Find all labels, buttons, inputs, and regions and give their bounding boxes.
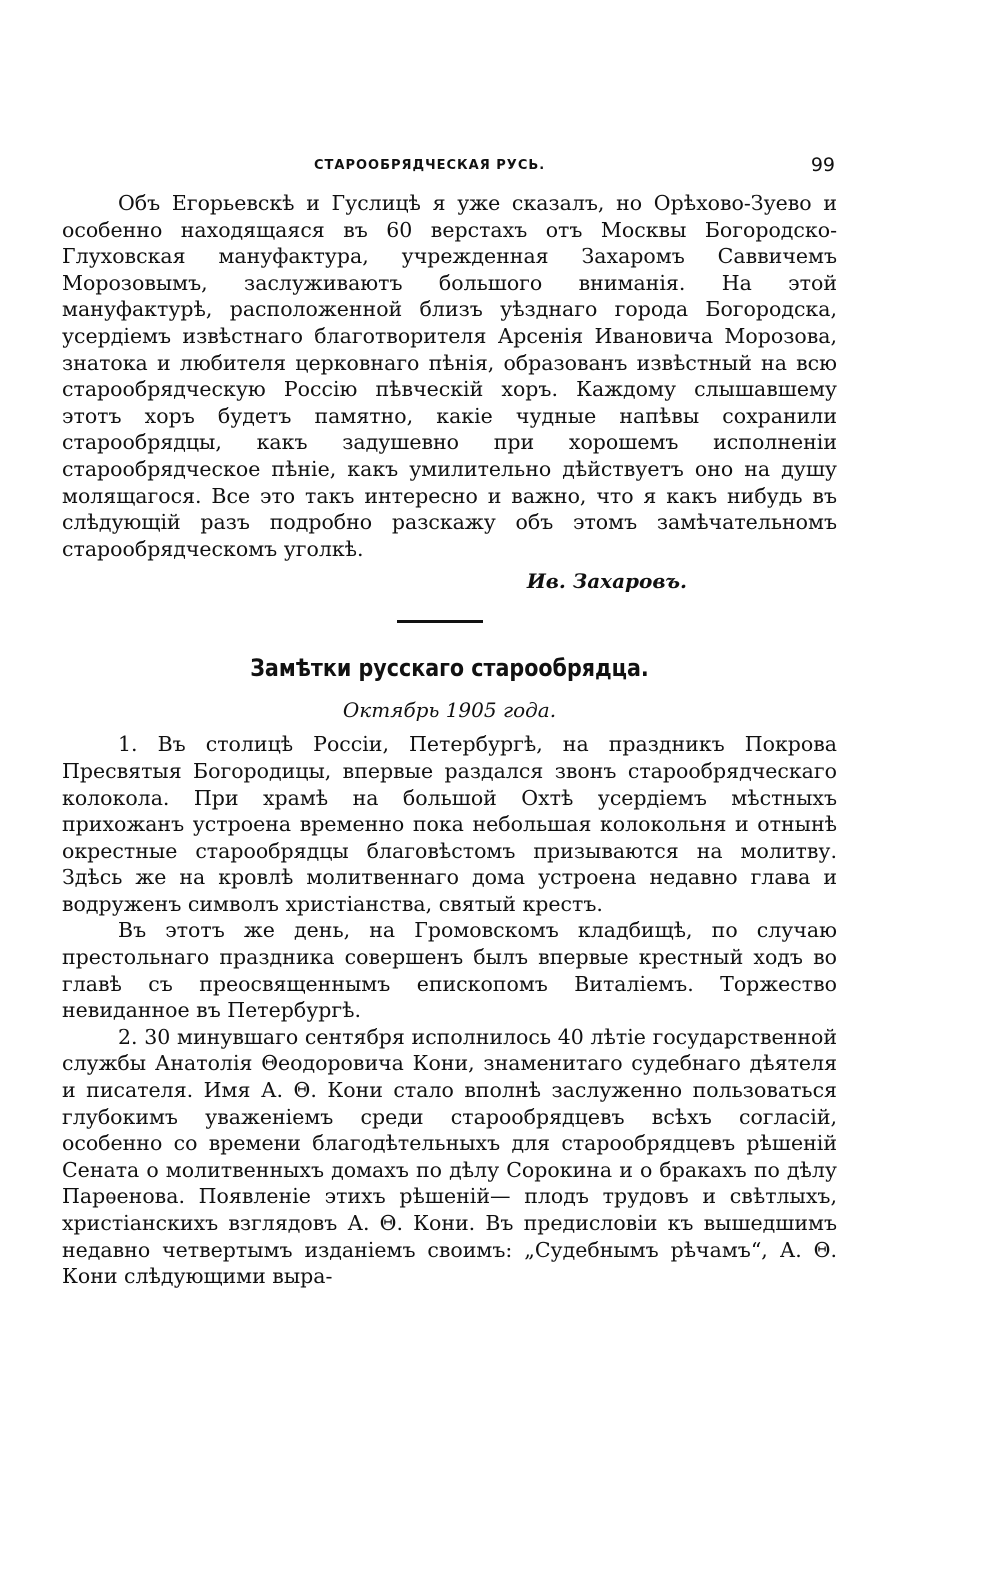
article-paragraph: Въ этотъ же день, на Громовскомъ кладбищѣ, по случаю престольнаго праздника совершенъ былъ впервые крестный ходъ во главѣ съ преосвященнымъ епископомъ Виталіемъ. Торжество невиданное въ Петербургѣ. (62, 918, 837, 1023)
section-divider (397, 620, 483, 623)
article-title: Замѣтки русскаго старообрядца. (250, 654, 649, 683)
running-title: СТАРООБРЯДЧЕСКАЯ РУСЬ. (314, 158, 546, 173)
article-paragraph: 1. Въ столицѣ Россіи, Петербургѣ, на праздникъ Покрова Пресвятыя Богородицы, впервые раздался звонъ старообрядческаго колокола. При храмѣ на большой Охтѣ усердіемъ мѣстныхъ прихожанъ устроена временно пока небольшая колокольня и отнынѣ окрестные старообрядцы благовѣстомъ призываются на молитву. Здѣсь же на кровлѣ молитвеннаго дома устроена недавно глава и водруженъ символъ христіанства, святый крестъ. (62, 732, 837, 916)
running-head (62, 150, 837, 190)
page-number: 99 (810, 154, 835, 176)
author-signature: Ив. Захаровъ. (526, 569, 687, 594)
book-page (62, 150, 837, 1290)
previous-article-paragraph: Объ Егорьевскѣ и Гуслицѣ я уже сказалъ, но Орѣхово-Зуево и особенно находящаяся въ 60 верстахъ отъ Москвы Богородско-Глуховская мануфактура, учрежденная Захаромъ Саввичемъ Морозовымъ, заслуживаютъ большого вниманія. На этой мануфактурѣ, расположенной близъ уѣзднаго города Богородска, усердіемъ извѣстнаго благотворителя Арсенія Ивановича Морозова, знатока и любителя церковнаго пѣнія, образованъ извѣстный на всю старообрядческую Россію пѣвческій хоръ. Каждому слышавшему этотъ хоръ будетъ памятно, какіе чудные напѣвы сохранили старообрядцы, какъ задушевно при хорошемъ исполненіи старообрядческое пѣніе, какъ умилительно дѣйствуетъ оно на душу молящагося. Все это такъ интересно и важно, что я какъ нибудь въ слѣдующій разъ подробно разскажу объ этомъ замѣчательномъ старообрядческомъ уголкѣ. (62, 191, 837, 561)
article-paragraph: 2. 30 минувшаго сентября исполнилось 40 лѣтіе государственной службы Анатолія Θеодоровича Кони, знаменитаго судебнаго дѣятеля и писателя. Имя А. Θ. Кони стало вполнѣ заслуженно пользоваться глубокимъ уваженіемъ среди старообрядцевъ всѣхъ согласій, особенно со времени благодѣтельныхъ для старообрядцевъ рѣшеній Сената о молитвенныхъ домахъ по дѣлу Сорокина и о бракахъ по дѣлу Парѳенова. Появленіе этихъ рѣшеній— плодъ трудовъ и свѣтлыхъ, христіанскихъ взглядовъ А. Θ. Кони. Въ предисловіи къ вышедшимъ недавно четвертымъ изданіемъ своимъ: „Судебнымъ рѣчамъ“, А. Θ. Кони слѣдующими выра- (62, 1024, 837, 1289)
article-dateline: Октябрь 1905 года. (342, 698, 557, 723)
